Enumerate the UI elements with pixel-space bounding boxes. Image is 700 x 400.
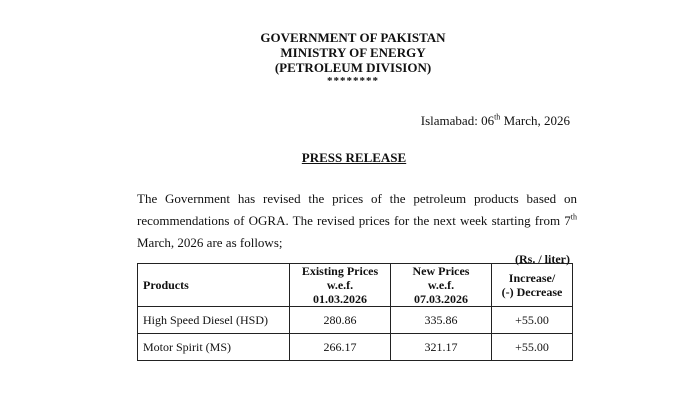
unit-label: (Rs. / liter) xyxy=(515,252,570,266)
header-new-line3: 07.03.2026 xyxy=(414,292,468,306)
table-header-row xyxy=(138,264,573,307)
dateline xyxy=(0,113,570,129)
dateline-sup: th xyxy=(494,112,501,122)
existing-price: 280.86 xyxy=(290,307,391,334)
new-price: 321.17 xyxy=(391,334,492,361)
intro-text-2: March, 2026 are as follows; xyxy=(137,235,283,250)
header-existing-line3: 01.03.2026 xyxy=(313,292,367,306)
header-products: Products xyxy=(138,264,290,307)
letterhead-stars: ******** xyxy=(327,75,379,87)
letterhead-government: GOVERNMENT OF PAKISTAN xyxy=(260,30,446,45)
price-change: +55.00 xyxy=(492,307,573,334)
price-change: +55.00 xyxy=(492,334,573,361)
header-existing-line2: w.e.f. xyxy=(326,278,354,292)
page-title xyxy=(0,150,700,166)
dateline-prefix: Islamabad: 06 xyxy=(420,113,495,128)
header-new-line1: New Prices xyxy=(412,264,470,278)
header-change-line1: Increase/ xyxy=(508,271,556,285)
existing-price: 266.17 xyxy=(290,334,391,361)
price-table xyxy=(137,263,573,361)
product-name: High Speed Diesel (HSD) xyxy=(138,307,290,334)
letterhead-division: (PETROLEUM DIVISION) xyxy=(274,60,432,75)
header-new-line2: w.e.f. xyxy=(427,278,455,292)
header-change xyxy=(492,264,573,307)
header-existing-line1: Existing Prices xyxy=(301,264,379,278)
header-new xyxy=(391,264,492,307)
table-row xyxy=(138,307,573,334)
header-change-line2: (-) Decrease xyxy=(501,285,563,299)
table-row xyxy=(138,334,573,361)
intro-text-1: The Government has revised the prices of the petroleum products based on recommendations of OGRA. The revised prices for the next week starting from 7 xyxy=(137,191,577,228)
page-title-text: PRESS RELEASE xyxy=(301,150,407,165)
letterhead-ministry: MINISTRY OF ENERGY xyxy=(280,45,426,60)
dateline-suffix: March, 2026 xyxy=(500,113,570,128)
intro-sup: th xyxy=(570,212,577,222)
header-existing xyxy=(290,264,391,307)
product-name: Motor Spirit (MS) xyxy=(138,334,290,361)
new-price: 335.86 xyxy=(391,307,492,334)
intro-paragraph xyxy=(137,188,577,254)
letterhead xyxy=(0,30,700,87)
